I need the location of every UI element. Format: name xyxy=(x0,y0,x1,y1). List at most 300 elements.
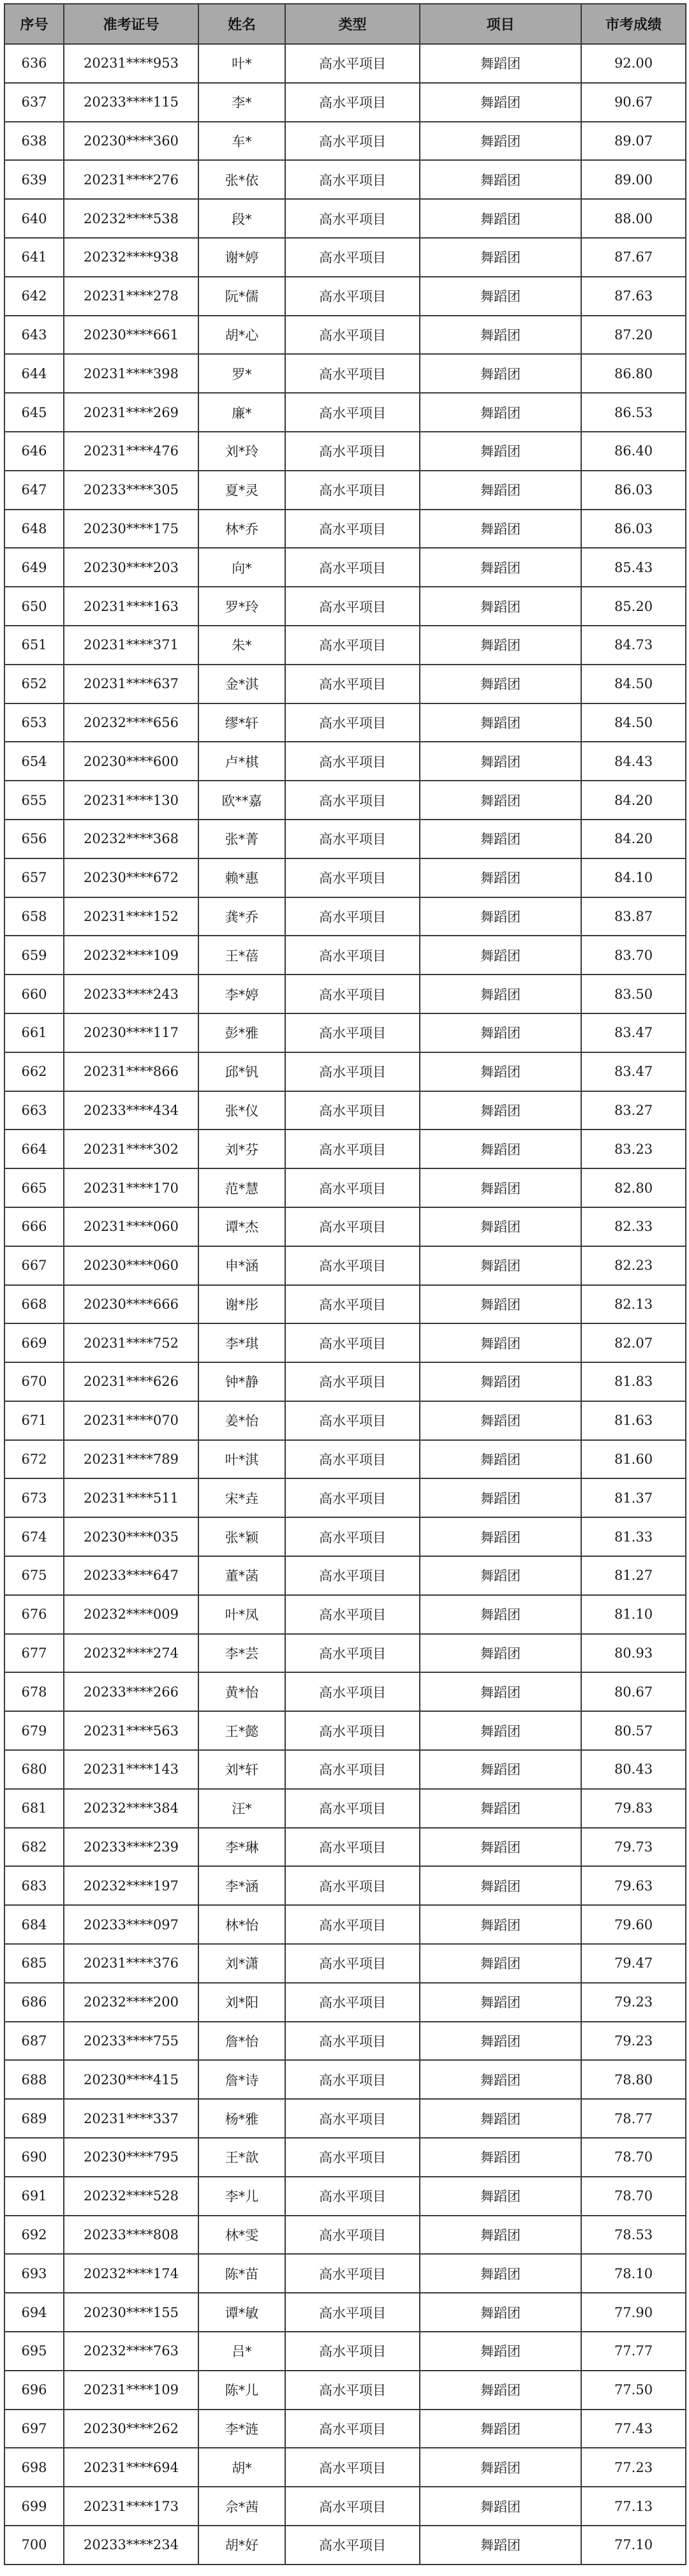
cell-seq: 683 xyxy=(4,1866,64,1905)
cell-score: 84.73 xyxy=(581,626,686,665)
cell-name: 范*慧 xyxy=(198,1168,285,1207)
cell-seq: 697 xyxy=(4,2410,64,2448)
cell-project: 舞蹈团 xyxy=(420,781,581,820)
cell-type: 高水平项目 xyxy=(285,548,420,587)
cell-exam-id: 20230****666 xyxy=(64,1285,198,1324)
table-row xyxy=(4,665,686,703)
cell-score: 84.20 xyxy=(581,820,686,858)
table-row xyxy=(4,1789,686,1828)
cell-seq: 684 xyxy=(4,1905,64,1944)
cell-score: 77.50 xyxy=(581,2371,686,2410)
cell-exam-id: 20231****476 xyxy=(64,432,198,471)
table-row xyxy=(4,2177,686,2216)
table-row xyxy=(4,1672,686,1711)
table-row xyxy=(4,1750,686,1789)
cell-type: 高水平项目 xyxy=(285,2254,420,2293)
cell-score: 84.10 xyxy=(581,858,686,897)
cell-score: 78.80 xyxy=(581,2060,686,2099)
cell-name: 廉* xyxy=(198,393,285,432)
cell-exam-id: 20231****173 xyxy=(64,2487,198,2526)
cell-type: 高水平项目 xyxy=(285,1013,420,1052)
table-row xyxy=(4,1168,686,1207)
cell-project: 舞蹈团 xyxy=(420,548,581,587)
table-row xyxy=(4,432,686,471)
cell-exam-id: 20230****060 xyxy=(64,1246,198,1285)
table-row xyxy=(4,1401,686,1440)
cell-exam-id: 20233****115 xyxy=(64,83,198,122)
cell-score: 78.70 xyxy=(581,2177,686,2216)
cell-exam-id: 20232****200 xyxy=(64,1983,198,2022)
table-row xyxy=(4,975,686,1013)
cell-type: 高水平项目 xyxy=(285,2448,420,2487)
cell-score: 81.60 xyxy=(581,1440,686,1479)
table-row xyxy=(4,2487,686,2526)
cell-name: 钟*静 xyxy=(198,1362,285,1401)
cell-score: 90.67 xyxy=(581,83,686,122)
cell-project: 舞蹈团 xyxy=(420,1013,581,1052)
table-row xyxy=(4,1052,686,1091)
header-project: 项目 xyxy=(420,4,581,44)
cell-type: 高水平项目 xyxy=(285,1285,420,1324)
cell-project: 舞蹈团 xyxy=(420,2254,581,2293)
table-row xyxy=(4,820,686,858)
table-row xyxy=(4,1013,686,1052)
cell-project: 舞蹈团 xyxy=(420,354,581,393)
cell-exam-id: 20231****278 xyxy=(64,277,198,316)
cell-name: 欧**嘉 xyxy=(198,781,285,820)
table-row xyxy=(4,742,686,781)
cell-exam-id: 20232****174 xyxy=(64,2254,198,2293)
table-row xyxy=(4,548,686,587)
cell-seq: 688 xyxy=(4,2060,64,2099)
cell-name: 叶*凤 xyxy=(198,1595,285,1634)
cell-score: 79.23 xyxy=(581,2022,686,2061)
cell-project: 舞蹈团 xyxy=(420,1983,581,2022)
cell-type: 高水平项目 xyxy=(285,316,420,355)
cell-score: 77.10 xyxy=(581,2526,686,2565)
cell-name: 董*菡 xyxy=(198,1556,285,1595)
cell-exam-id: 20231****130 xyxy=(64,781,198,820)
cell-score: 82.33 xyxy=(581,1207,686,1246)
cell-score: 89.07 xyxy=(581,122,686,161)
cell-exam-id: 20232****274 xyxy=(64,1634,198,1673)
cell-exam-id: 20231****337 xyxy=(64,2099,198,2138)
cell-seq: 668 xyxy=(4,1285,64,1324)
table-row xyxy=(4,1440,686,1479)
cell-project: 舞蹈团 xyxy=(420,897,581,936)
cell-name: 张*颖 xyxy=(198,1517,285,1556)
cell-exam-id: 20231****109 xyxy=(64,2371,198,2410)
cell-type: 高水平项目 xyxy=(285,199,420,238)
cell-seq: 678 xyxy=(4,1672,64,1711)
cell-exam-id: 20231****953 xyxy=(64,44,198,83)
cell-seq: 641 xyxy=(4,238,64,277)
cell-project: 舞蹈团 xyxy=(420,1944,581,1983)
table-body xyxy=(4,44,686,2565)
cell-type: 高水平项目 xyxy=(285,703,420,742)
cell-type: 高水平项目 xyxy=(285,1207,420,1246)
table-row xyxy=(4,471,686,510)
cell-seq: 692 xyxy=(4,2216,64,2255)
cell-project: 舞蹈团 xyxy=(420,1091,581,1130)
cell-name: 黄*怡 xyxy=(198,1672,285,1711)
cell-type: 高水平项目 xyxy=(285,1750,420,1789)
cell-exam-id: 20230****262 xyxy=(64,2410,198,2448)
cell-type: 高水平项目 xyxy=(285,160,420,199)
cell-name: 申*涵 xyxy=(198,1246,285,1285)
table-row xyxy=(4,1828,686,1867)
cell-name: 汪* xyxy=(198,1789,285,1828)
cell-exam-id: 20230****795 xyxy=(64,2138,198,2177)
cell-name: 张*仪 xyxy=(198,1091,285,1130)
cell-name: 卢*棋 xyxy=(198,742,285,781)
cell-score: 87.63 xyxy=(581,277,686,316)
cell-exam-id: 20231****376 xyxy=(64,1944,198,1983)
cell-name: 阮*儒 xyxy=(198,277,285,316)
cell-name: 车* xyxy=(198,122,285,161)
cell-type: 高水平项目 xyxy=(285,897,420,936)
cell-seq: 700 xyxy=(4,2526,64,2565)
cell-score: 80.57 xyxy=(581,1711,686,1750)
cell-exam-id: 20231****866 xyxy=(64,1052,198,1091)
cell-seq: 653 xyxy=(4,703,64,742)
table-row xyxy=(4,1091,686,1130)
cell-type: 高水平项目 xyxy=(285,2371,420,2410)
cell-type: 高水平项目 xyxy=(285,1905,420,1944)
cell-project: 舞蹈团 xyxy=(420,1556,581,1595)
cell-seq: 680 xyxy=(4,1750,64,1789)
cell-name: 王*歆 xyxy=(198,2138,285,2177)
cell-exam-id: 20232****538 xyxy=(64,199,198,238)
cell-name: 李*涟 xyxy=(198,2410,285,2448)
cell-score: 83.27 xyxy=(581,1091,686,1130)
cell-exam-id: 20231****789 xyxy=(64,1440,198,1479)
cell-project: 舞蹈团 xyxy=(420,44,581,83)
cell-project: 舞蹈团 xyxy=(420,160,581,199)
cell-seq: 687 xyxy=(4,2022,64,2061)
cell-seq: 675 xyxy=(4,1556,64,1595)
cell-exam-id: 20233****755 xyxy=(64,2022,198,2061)
table-row xyxy=(4,1130,686,1168)
cell-score: 80.67 xyxy=(581,1672,686,1711)
table-row xyxy=(4,44,686,83)
cell-name: 段* xyxy=(198,199,285,238)
cell-exam-id: 20231****143 xyxy=(64,1750,198,1789)
cell-score: 83.47 xyxy=(581,1013,686,1052)
cell-name: 李*琳 xyxy=(198,1828,285,1867)
cell-name: 李*儿 xyxy=(198,2177,285,2216)
cell-score: 83.50 xyxy=(581,975,686,1013)
table-row xyxy=(4,1983,686,2022)
cell-exam-id: 20233****239 xyxy=(64,1828,198,1867)
cell-seq: 670 xyxy=(4,1362,64,1401)
cell-project: 舞蹈团 xyxy=(420,1750,581,1789)
cell-type: 高水平项目 xyxy=(285,2060,420,2099)
cell-project: 舞蹈团 xyxy=(420,1246,581,1285)
cell-seq: 655 xyxy=(4,781,64,820)
cell-exam-id: 20231****276 xyxy=(64,160,198,199)
table-row xyxy=(4,858,686,897)
cell-name: 刘*芬 xyxy=(198,1130,285,1168)
cell-project: 舞蹈团 xyxy=(420,820,581,858)
header-name: 姓名 xyxy=(198,4,285,44)
cell-exam-id: 20230****117 xyxy=(64,1013,198,1052)
table-row xyxy=(4,1634,686,1673)
cell-type: 高水平项目 xyxy=(285,665,420,703)
table-row xyxy=(4,1285,686,1324)
table-row xyxy=(4,393,686,432)
cell-score: 82.07 xyxy=(581,1323,686,1362)
cell-exam-id: 20232****938 xyxy=(64,238,198,277)
cell-exam-id: 20231****752 xyxy=(64,1323,198,1362)
cell-seq: 637 xyxy=(4,83,64,122)
table-row xyxy=(4,587,686,626)
cell-exam-id: 20231****371 xyxy=(64,626,198,665)
cell-exam-id: 20231****060 xyxy=(64,1207,198,1246)
cell-exam-id: 20231****626 xyxy=(64,1362,198,1401)
cell-exam-id: 20231****070 xyxy=(64,1401,198,1440)
cell-score: 79.83 xyxy=(581,1789,686,1828)
cell-type: 高水平项目 xyxy=(285,1711,420,1750)
cell-type: 高水平项目 xyxy=(285,2487,420,2526)
table-row xyxy=(4,199,686,238)
cell-seq: 695 xyxy=(4,2332,64,2371)
cell-exam-id: 20231****563 xyxy=(64,1711,198,1750)
table-row xyxy=(4,122,686,161)
cell-project: 舞蹈团 xyxy=(420,2410,581,2448)
cell-seq: 645 xyxy=(4,393,64,432)
cell-seq: 691 xyxy=(4,2177,64,2216)
cell-score: 79.23 xyxy=(581,1983,686,2022)
cell-score: 81.10 xyxy=(581,1595,686,1634)
cell-seq: 685 xyxy=(4,1944,64,1983)
cell-type: 高水平项目 xyxy=(285,1362,420,1401)
cell-score: 81.83 xyxy=(581,1362,686,1401)
cell-project: 舞蹈团 xyxy=(420,2216,581,2255)
cell-score: 79.63 xyxy=(581,1866,686,1905)
cell-exam-id: 20231****302 xyxy=(64,1130,198,1168)
cell-name: 张*菁 xyxy=(198,820,285,858)
cell-score: 81.33 xyxy=(581,1517,686,1556)
table-row xyxy=(4,2060,686,2099)
cell-project: 舞蹈团 xyxy=(420,2371,581,2410)
header-seq: 序号 xyxy=(4,4,64,44)
cell-score: 79.60 xyxy=(581,1905,686,1944)
cell-score: 85.43 xyxy=(581,548,686,587)
cell-seq: 643 xyxy=(4,316,64,355)
cell-score: 85.20 xyxy=(581,587,686,626)
cell-type: 高水平项目 xyxy=(285,354,420,393)
cell-seq: 689 xyxy=(4,2099,64,2138)
cell-name: 李*琪 xyxy=(198,1323,285,1362)
cell-seq: 682 xyxy=(4,1828,64,1867)
cell-name: 王*懿 xyxy=(198,1711,285,1750)
cell-type: 高水平项目 xyxy=(285,1091,420,1130)
cell-name: 谢*彤 xyxy=(198,1285,285,1324)
cell-project: 舞蹈团 xyxy=(420,277,581,316)
cell-project: 舞蹈团 xyxy=(420,2099,581,2138)
cell-project: 舞蹈团 xyxy=(420,1401,581,1440)
cell-seq: 654 xyxy=(4,742,64,781)
cell-score: 83.23 xyxy=(581,1130,686,1168)
cell-seq: 671 xyxy=(4,1401,64,1440)
cell-name: 陈*儿 xyxy=(198,2371,285,2410)
cell-name: 陈*苗 xyxy=(198,2254,285,2293)
table-row xyxy=(4,354,686,393)
cell-project: 舞蹈团 xyxy=(420,1168,581,1207)
cell-score: 88.00 xyxy=(581,199,686,238)
cell-project: 舞蹈团 xyxy=(420,1130,581,1168)
cell-exam-id: 20232****368 xyxy=(64,820,198,858)
cell-exam-id: 20232****656 xyxy=(64,703,198,742)
cell-type: 高水平项目 xyxy=(285,2138,420,2177)
cell-exam-id: 20233****097 xyxy=(64,1905,198,1944)
cell-name: 赖*惠 xyxy=(198,858,285,897)
cell-type: 高水平项目 xyxy=(285,1401,420,1440)
cell-exam-id: 20232****009 xyxy=(64,1595,198,1634)
cell-score: 80.93 xyxy=(581,1634,686,1673)
cell-type: 高水平项目 xyxy=(285,1168,420,1207)
table-row xyxy=(4,510,686,548)
cell-type: 高水平项目 xyxy=(285,858,420,897)
cell-seq: 651 xyxy=(4,626,64,665)
cell-score: 77.23 xyxy=(581,2448,686,2487)
cell-exam-id: 20233****305 xyxy=(64,471,198,510)
cell-exam-id: 20233****808 xyxy=(64,2216,198,2255)
cell-name: 佘*茜 xyxy=(198,2487,285,2526)
table-row xyxy=(4,1711,686,1750)
cell-score: 87.67 xyxy=(581,238,686,277)
cell-seq: 677 xyxy=(4,1634,64,1673)
cell-project: 舞蹈团 xyxy=(420,587,581,626)
cell-seq: 696 xyxy=(4,2371,64,2410)
cell-exam-id: 20233****434 xyxy=(64,1091,198,1130)
cell-name: 李* xyxy=(198,83,285,122)
cell-seq: 640 xyxy=(4,199,64,238)
cell-seq: 646 xyxy=(4,432,64,471)
cell-score: 86.03 xyxy=(581,510,686,548)
table-row xyxy=(4,277,686,316)
table-row xyxy=(4,160,686,199)
cell-project: 舞蹈团 xyxy=(420,2138,581,2177)
cell-exam-id: 20233****647 xyxy=(64,1556,198,1595)
cell-name: 李*涵 xyxy=(198,1866,285,1905)
cell-name: 夏*灵 xyxy=(198,471,285,510)
cell-exam-id: 20232****109 xyxy=(64,936,198,975)
cell-name: 詹*怡 xyxy=(198,2022,285,2061)
cell-exam-id: 20232****197 xyxy=(64,1866,198,1905)
cell-type: 高水平项目 xyxy=(285,2526,420,2565)
table-row xyxy=(4,1362,686,1401)
cell-name: 詹*诗 xyxy=(198,2060,285,2099)
table-row xyxy=(4,1478,686,1517)
cell-exam-id: 20231****152 xyxy=(64,897,198,936)
cell-project: 舞蹈团 xyxy=(420,2526,581,2565)
cell-project: 舞蹈团 xyxy=(420,1285,581,1324)
cell-seq: 666 xyxy=(4,1207,64,1246)
cell-project: 舞蹈团 xyxy=(420,2332,581,2371)
cell-project: 舞蹈团 xyxy=(420,1866,581,1905)
cell-score: 79.47 xyxy=(581,1944,686,1983)
table-row xyxy=(4,2293,686,2332)
cell-type: 高水平项目 xyxy=(285,393,420,432)
cell-project: 舞蹈团 xyxy=(420,1905,581,1944)
cell-type: 高水平项目 xyxy=(285,2099,420,2138)
cell-score: 84.50 xyxy=(581,703,686,742)
table-row xyxy=(4,2448,686,2487)
cell-seq: 648 xyxy=(4,510,64,548)
cell-project: 舞蹈团 xyxy=(420,936,581,975)
cell-name: 张*依 xyxy=(198,160,285,199)
cell-project: 舞蹈团 xyxy=(420,975,581,1013)
cell-name: 林*乔 xyxy=(198,510,285,548)
cell-project: 舞蹈团 xyxy=(420,742,581,781)
cell-type: 高水平项目 xyxy=(285,1944,420,1983)
cell-project: 舞蹈团 xyxy=(420,1440,581,1479)
cell-seq: 636 xyxy=(4,44,64,83)
cell-score: 84.43 xyxy=(581,742,686,781)
cell-exam-id: 20231****511 xyxy=(64,1478,198,1517)
cell-type: 高水平项目 xyxy=(285,1866,420,1905)
cell-type: 高水平项目 xyxy=(285,1634,420,1673)
cell-project: 舞蹈团 xyxy=(420,316,581,355)
cell-type: 高水平项目 xyxy=(285,742,420,781)
cell-type: 高水平项目 xyxy=(285,1323,420,1362)
cell-score: 77.77 xyxy=(581,2332,686,2371)
cell-project: 舞蹈团 xyxy=(420,2022,581,2061)
table-row xyxy=(4,316,686,355)
cell-score: 84.20 xyxy=(581,781,686,820)
cell-project: 舞蹈团 xyxy=(420,1362,581,1401)
cell-project: 舞蹈团 xyxy=(420,703,581,742)
cell-seq: 647 xyxy=(4,471,64,510)
cell-type: 高水平项目 xyxy=(285,1672,420,1711)
cell-seq: 644 xyxy=(4,354,64,393)
cell-project: 舞蹈团 xyxy=(420,1634,581,1673)
cell-exam-id: 20231****170 xyxy=(64,1168,198,1207)
cell-exam-id: 20230****203 xyxy=(64,548,198,587)
cell-name: 罗* xyxy=(198,354,285,393)
cell-seq: 659 xyxy=(4,936,64,975)
cell-name: 谭*敏 xyxy=(198,2293,285,2332)
cell-seq: 673 xyxy=(4,1478,64,1517)
cell-score: 86.03 xyxy=(581,471,686,510)
cell-score: 92.00 xyxy=(581,44,686,83)
cell-name: 彭*雅 xyxy=(198,1013,285,1052)
cell-seq: 642 xyxy=(4,277,64,316)
cell-seq: 698 xyxy=(4,2448,64,2487)
cell-exam-id: 20232****384 xyxy=(64,1789,198,1828)
cell-seq: 699 xyxy=(4,2487,64,2526)
header-type: 类型 xyxy=(285,4,420,44)
cell-score: 77.90 xyxy=(581,2293,686,2332)
table-row xyxy=(4,238,686,277)
cell-type: 高水平项目 xyxy=(285,2410,420,2448)
table-row xyxy=(4,2022,686,2061)
table-row xyxy=(4,1595,686,1634)
cell-score: 81.37 xyxy=(581,1478,686,1517)
table-row xyxy=(4,1944,686,1983)
table-row xyxy=(4,1246,686,1285)
cell-seq: 663 xyxy=(4,1091,64,1130)
cell-type: 高水平项目 xyxy=(285,1052,420,1091)
cell-name: 王*蓓 xyxy=(198,936,285,975)
cell-exam-id: 20230****155 xyxy=(64,2293,198,2332)
cell-score: 86.40 xyxy=(581,432,686,471)
cell-type: 高水平项目 xyxy=(285,1246,420,1285)
cell-seq: 658 xyxy=(4,897,64,936)
header-exam-id: 准考证号 xyxy=(64,4,198,44)
